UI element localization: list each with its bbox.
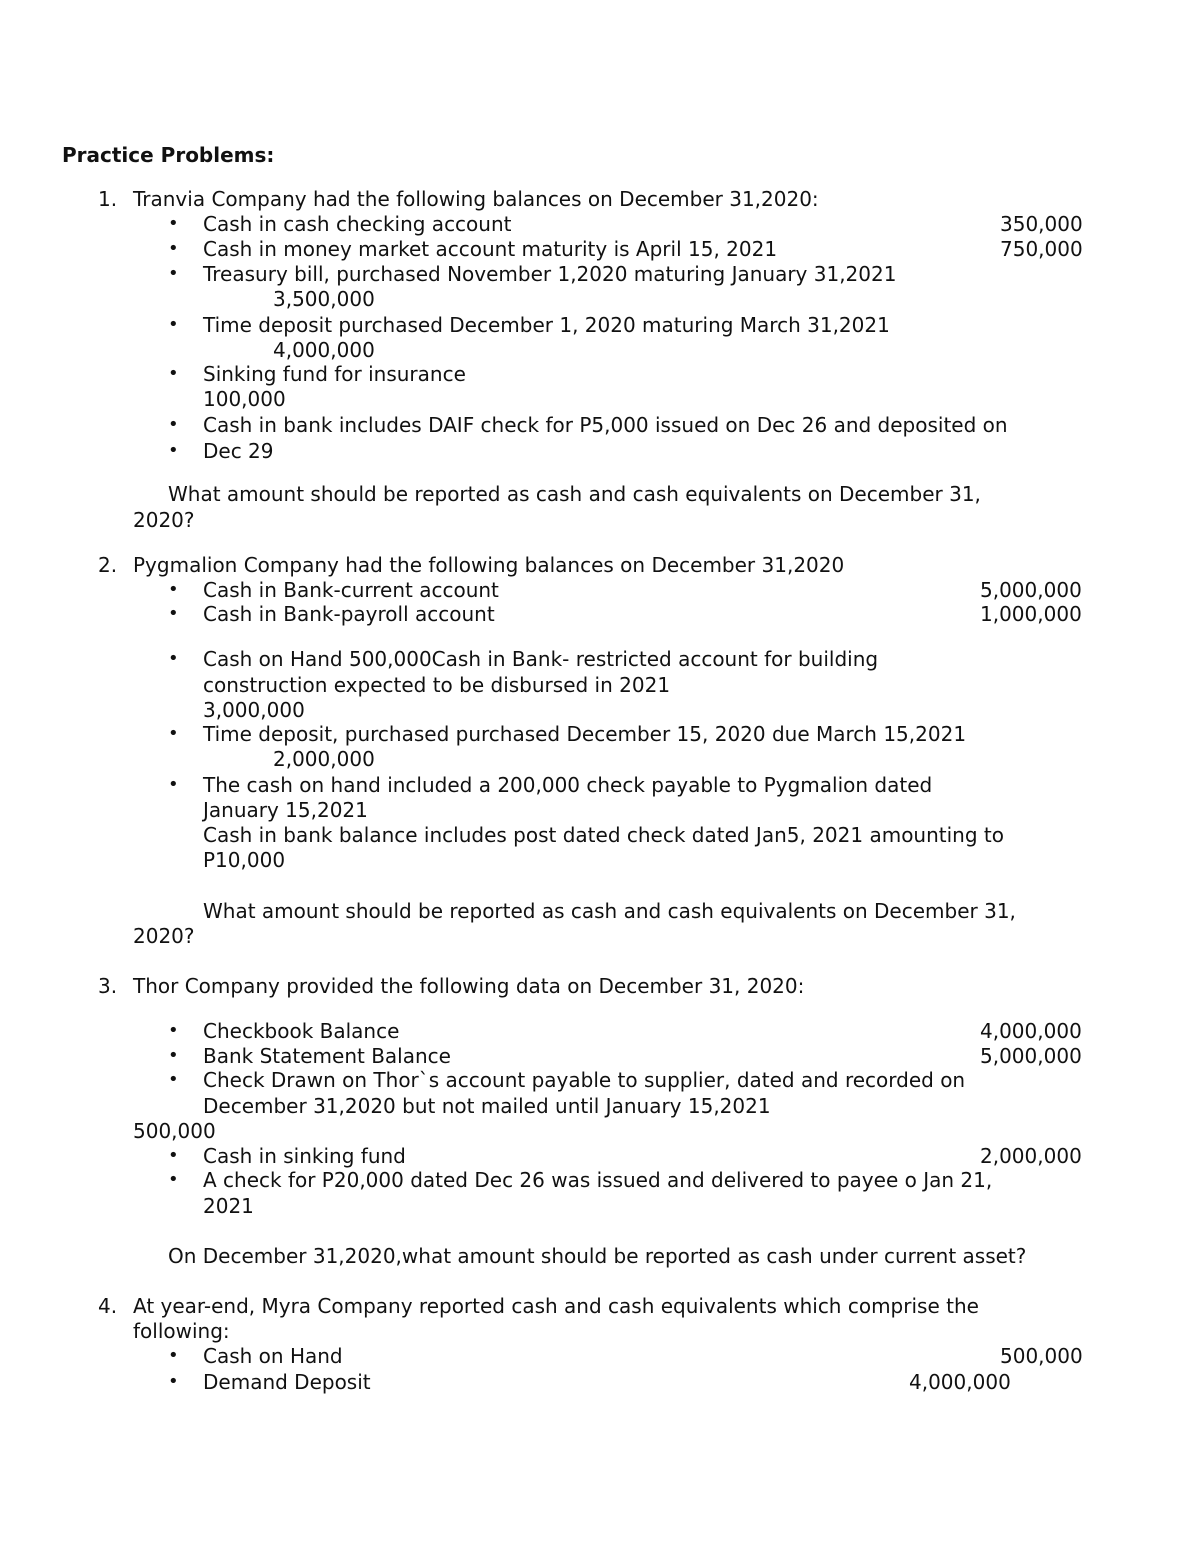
p4-item-1-text: Cash on Hand bbox=[203, 1344, 343, 1368]
p3-item-4-amount: 2,000,000 bbox=[980, 1144, 1082, 1168]
bullet-icon: • bbox=[168, 1345, 179, 1366]
p2-item-2-text: Cash in Bank-payroll account bbox=[203, 602, 495, 626]
bullet-icon: • bbox=[168, 414, 179, 435]
problem-4-intro-line2: following: bbox=[133, 1319, 230, 1343]
bullet-icon: • bbox=[168, 1169, 179, 1190]
p1-item-2-text: Cash in money market account maturity is April 15, 2021 bbox=[203, 237, 778, 261]
p1-item-7-text: Dec 29 bbox=[203, 439, 274, 463]
bullet-icon: • bbox=[168, 213, 179, 234]
p2-item-1-text: Cash in Bank-current account bbox=[203, 578, 499, 602]
problem-1-intro: Tranvia Company had the following balances on December 31,2020: bbox=[133, 187, 819, 211]
problem-2-intro: Pygmalion Company had the following balances on December 31,2020 bbox=[133, 553, 845, 577]
bullet-icon: • bbox=[168, 314, 179, 335]
p3-question: On December 31,2020,what amount should be reported as cash under current asset? bbox=[168, 1244, 1027, 1268]
bullet-icon: • bbox=[168, 1145, 179, 1166]
p2-question-line2: 2020? bbox=[133, 924, 195, 948]
problem-1-number: 1. bbox=[98, 187, 118, 211]
p3-item-3-text-line2: December 31,2020 but not mailed until January 15,2021 bbox=[203, 1094, 771, 1118]
problem-3-number: 3. bbox=[98, 974, 118, 998]
p1-item-5-text: Sinking fund for insurance bbox=[203, 362, 466, 386]
bullet-icon: • bbox=[168, 238, 179, 259]
p1-item-4-text: Time deposit purchased December 1, 2020 maturing March 31,2021 bbox=[203, 313, 890, 337]
p2-item-5-text-line4: P10,000 bbox=[203, 848, 286, 872]
p2-item-1-amount: 5,000,000 bbox=[980, 578, 1082, 602]
p1-question-line2: 2020? bbox=[133, 508, 195, 532]
p4-item-2-text: Demand Deposit bbox=[203, 1370, 371, 1394]
p3-item-2-amount: 5,000,000 bbox=[980, 1044, 1082, 1068]
p2-item-4-text: Time deposit, purchased purchased December 15, 2020 due March 15,2021 bbox=[203, 722, 967, 746]
p3-item-1-text: Checkbook Balance bbox=[203, 1019, 400, 1043]
p2-item-3-amount: 3,000,000 bbox=[203, 698, 305, 722]
bullet-icon: • bbox=[168, 603, 179, 624]
p3-item-3-text-line1: Check Drawn on Thor`s account payable to supplier, dated and recorded on bbox=[203, 1068, 966, 1092]
bullet-icon: • bbox=[168, 1020, 179, 1041]
p2-item-4-amount: 2,000,000 bbox=[273, 747, 375, 771]
page-title: Practice Problems: bbox=[62, 143, 275, 167]
p3-item-2-text: Bank Statement Balance bbox=[203, 1044, 451, 1068]
p1-item-5-amount: 100,000 bbox=[203, 387, 286, 411]
bullet-icon: • bbox=[168, 363, 179, 384]
p1-question-line1: What amount should be reported as cash and cash equivalents on December 31, bbox=[168, 482, 981, 506]
p2-item-3-text-line1: Cash on Hand 500,000Cash in Bank- restricted account for building bbox=[203, 647, 879, 671]
bullet-icon: • bbox=[168, 1069, 179, 1090]
p4-item-2-amount: 4,000,000 bbox=[909, 1370, 1011, 1394]
p2-item-5-text-line1: The cash on hand included a 200,000 check payable to Pygmalion dated bbox=[203, 773, 933, 797]
p1-item-3-amount: 3,500,000 bbox=[273, 287, 375, 311]
p2-question-line1: What amount should be reported as cash and cash equivalents on December 31, bbox=[203, 899, 1016, 923]
bullet-icon: • bbox=[168, 648, 179, 669]
p1-item-1-amount: 350,000 bbox=[1000, 212, 1083, 236]
bullet-icon: • bbox=[168, 723, 179, 744]
bullet-icon: • bbox=[168, 1045, 179, 1066]
problem-2-number: 2. bbox=[98, 553, 118, 577]
p2-item-5-text-line3: Cash in bank balance includes post dated check dated Jan5, 2021 amounting to bbox=[203, 823, 1004, 847]
bullet-icon: • bbox=[168, 774, 179, 795]
problem-4-number: 4. bbox=[98, 1294, 118, 1318]
bullet-icon: • bbox=[168, 263, 179, 284]
p1-item-4-amount: 4,000,000 bbox=[273, 338, 375, 362]
p1-item-1-text: Cash in cash checking account bbox=[203, 212, 512, 236]
p3-item-1-amount: 4,000,000 bbox=[980, 1019, 1082, 1043]
p3-item-5-text-line1: A check for P20,000 dated Dec 26 was issued and delivered to payee o Jan 21, bbox=[203, 1168, 993, 1192]
p1-item-3-text: Treasury bill, purchased November 1,2020 maturing January 31,2021 bbox=[203, 262, 897, 286]
p3-item-4-text: Cash in sinking fund bbox=[203, 1144, 406, 1168]
p1-item-6-text: Cash in bank includes DAIF check for P5,000 issued on Dec 26 and deposited on bbox=[203, 413, 1008, 437]
p2-item-3-text-line2: construction expected to be disbursed in 2021 bbox=[203, 673, 671, 697]
p2-item-2-amount: 1,000,000 bbox=[980, 602, 1082, 626]
p2-item-5-text-line2: January 15,2021 bbox=[203, 798, 368, 822]
bullet-icon: • bbox=[168, 440, 179, 461]
p1-item-2-amount: 750,000 bbox=[1000, 237, 1083, 261]
p4-item-1-amount: 500,000 bbox=[1000, 1344, 1083, 1368]
p3-item-5-text-line2: 2021 bbox=[203, 1194, 254, 1218]
problem-4-intro-line1: At year-end, Myra Company reported cash and cash equivalents which comprise the bbox=[133, 1294, 979, 1318]
p3-item-3-amount: 500,000 bbox=[133, 1119, 216, 1143]
bullet-icon: • bbox=[168, 1371, 179, 1392]
bullet-icon: • bbox=[168, 579, 179, 600]
problem-3-intro: Thor Company provided the following data on December 31, 2020: bbox=[133, 974, 805, 998]
